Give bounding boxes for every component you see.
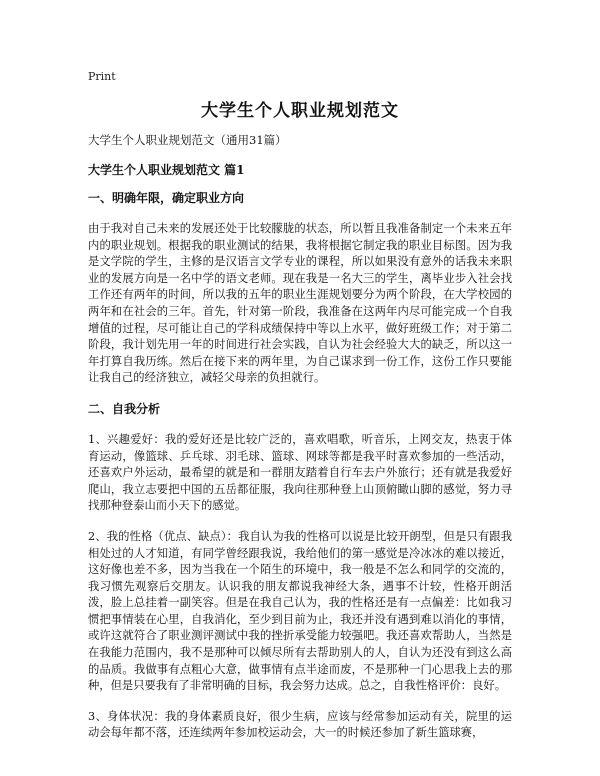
document-content — [88, 132, 512, 756]
section-heading-1: 一、明确年限，确定职业方向 — [88, 191, 245, 205]
section-heading-2: 二、自我分析 — [88, 401, 161, 416]
paragraph: 2、我的性格（优点、缺点）：我自认为我的性格可以说是比较开朗型，但是只有跟我相处过的人才知道，有同学曾经跟我说，我给他们的第一感觉是冷冰冰的难以接近，这好像也差不多，因为当我在一个陌生的环境中，我一般是不怎么和同学的交流的，我习惯先观察后交朋友。认识我的朋友都说我神经大条，遇事不计较，性格开朗活泼，脸上总挂着一副笑容。但是在我自己认为，我的性格还是有一点偏差：比如我习惯把事情装在心里，自我消化，至少到目前为止，我还并没有遇到难以消化的事情，或许这就符合了职业测评测试中我的挫折承受能力较强吧。我还喜欢帮助人，当然是在我能力范围内，我不是那种可以倾尽所有去帮助别人的人，自认为还没有到这么高的品质。我做事有点粗心大意，做事情有点半途而废，不是那种一门心思我上去的那种，但是只要我有了非常明确的目标，我会努力达成。总之，自我性格评价：良好。 — [88, 529, 512, 693]
paragraph: 由于我对自己未来的发展还处于比较朦胧的状态，所以暂且我准备制定一个未来五年内的职业规划。根据我的职业测试的结果，我将根据它制定我的职业目标图。因为我是文学院的学生，主修的是汉语言文学专业的课程，所以如果没有意外的话我未来职业的发展方向是一名中学的语文老师。现在我是一名大三的学生，离毕业步入社会找工作还有两年的时间，所以我的五年的职业生涯规划要分为两个阶段，在大学校园的两年和在社会的三年。首先，针对第一阶段，我准备在这两年内尽可能完成一个自我增值的过程，尽可能让自己的学科成绩保持中等以上水平，做好班级工作；对于第二阶段，我计划先用一年的时间进行社会实践，自认为社会经验大大的缺乏，所以这一年打算自我历练。然后在接下来的两年里，为自己谋求到一份工作，这份工作只要能让我自己的经济独立，减轻父母亲的负担就行。 — [88, 222, 512, 385]
paragraph: 3、身体状况：我的身体素质良好，很少生病，应该与经常参加运动有关，院里的运动会每年都不落，还连续两年参加校运动会，大一的时候还参加了新生篮球赛， — [88, 709, 512, 740]
article-title: 大学生个人职业规划范文 篇1 — [88, 163, 245, 177]
paragraph: 1、兴趣爱好：我的爱好还是比较广泛的，喜欢唱歌，听音乐，上网交友，热衷于体育运动，像篮球、乒乓球、羽毛球、篮球、网球等都是我平时喜欢参加的一些活动，还喜欢户外运动，最希望的就是和一群朋友踏着自行车去户外旅行；还有就是我爱好爬山，我立志要把中国的五岳都征服，我向往那种登上山顶俯瞰山脚的感觉，努力寻找那种登泰山而小天下的感觉。 — [88, 432, 512, 513]
page-title: 大学生个人职业规划范文 — [201, 101, 399, 121]
print-label[interactable]: Print — [88, 70, 116, 83]
document-subtitle: 大学生个人职业规划范文（通用31篇） — [88, 133, 287, 147]
